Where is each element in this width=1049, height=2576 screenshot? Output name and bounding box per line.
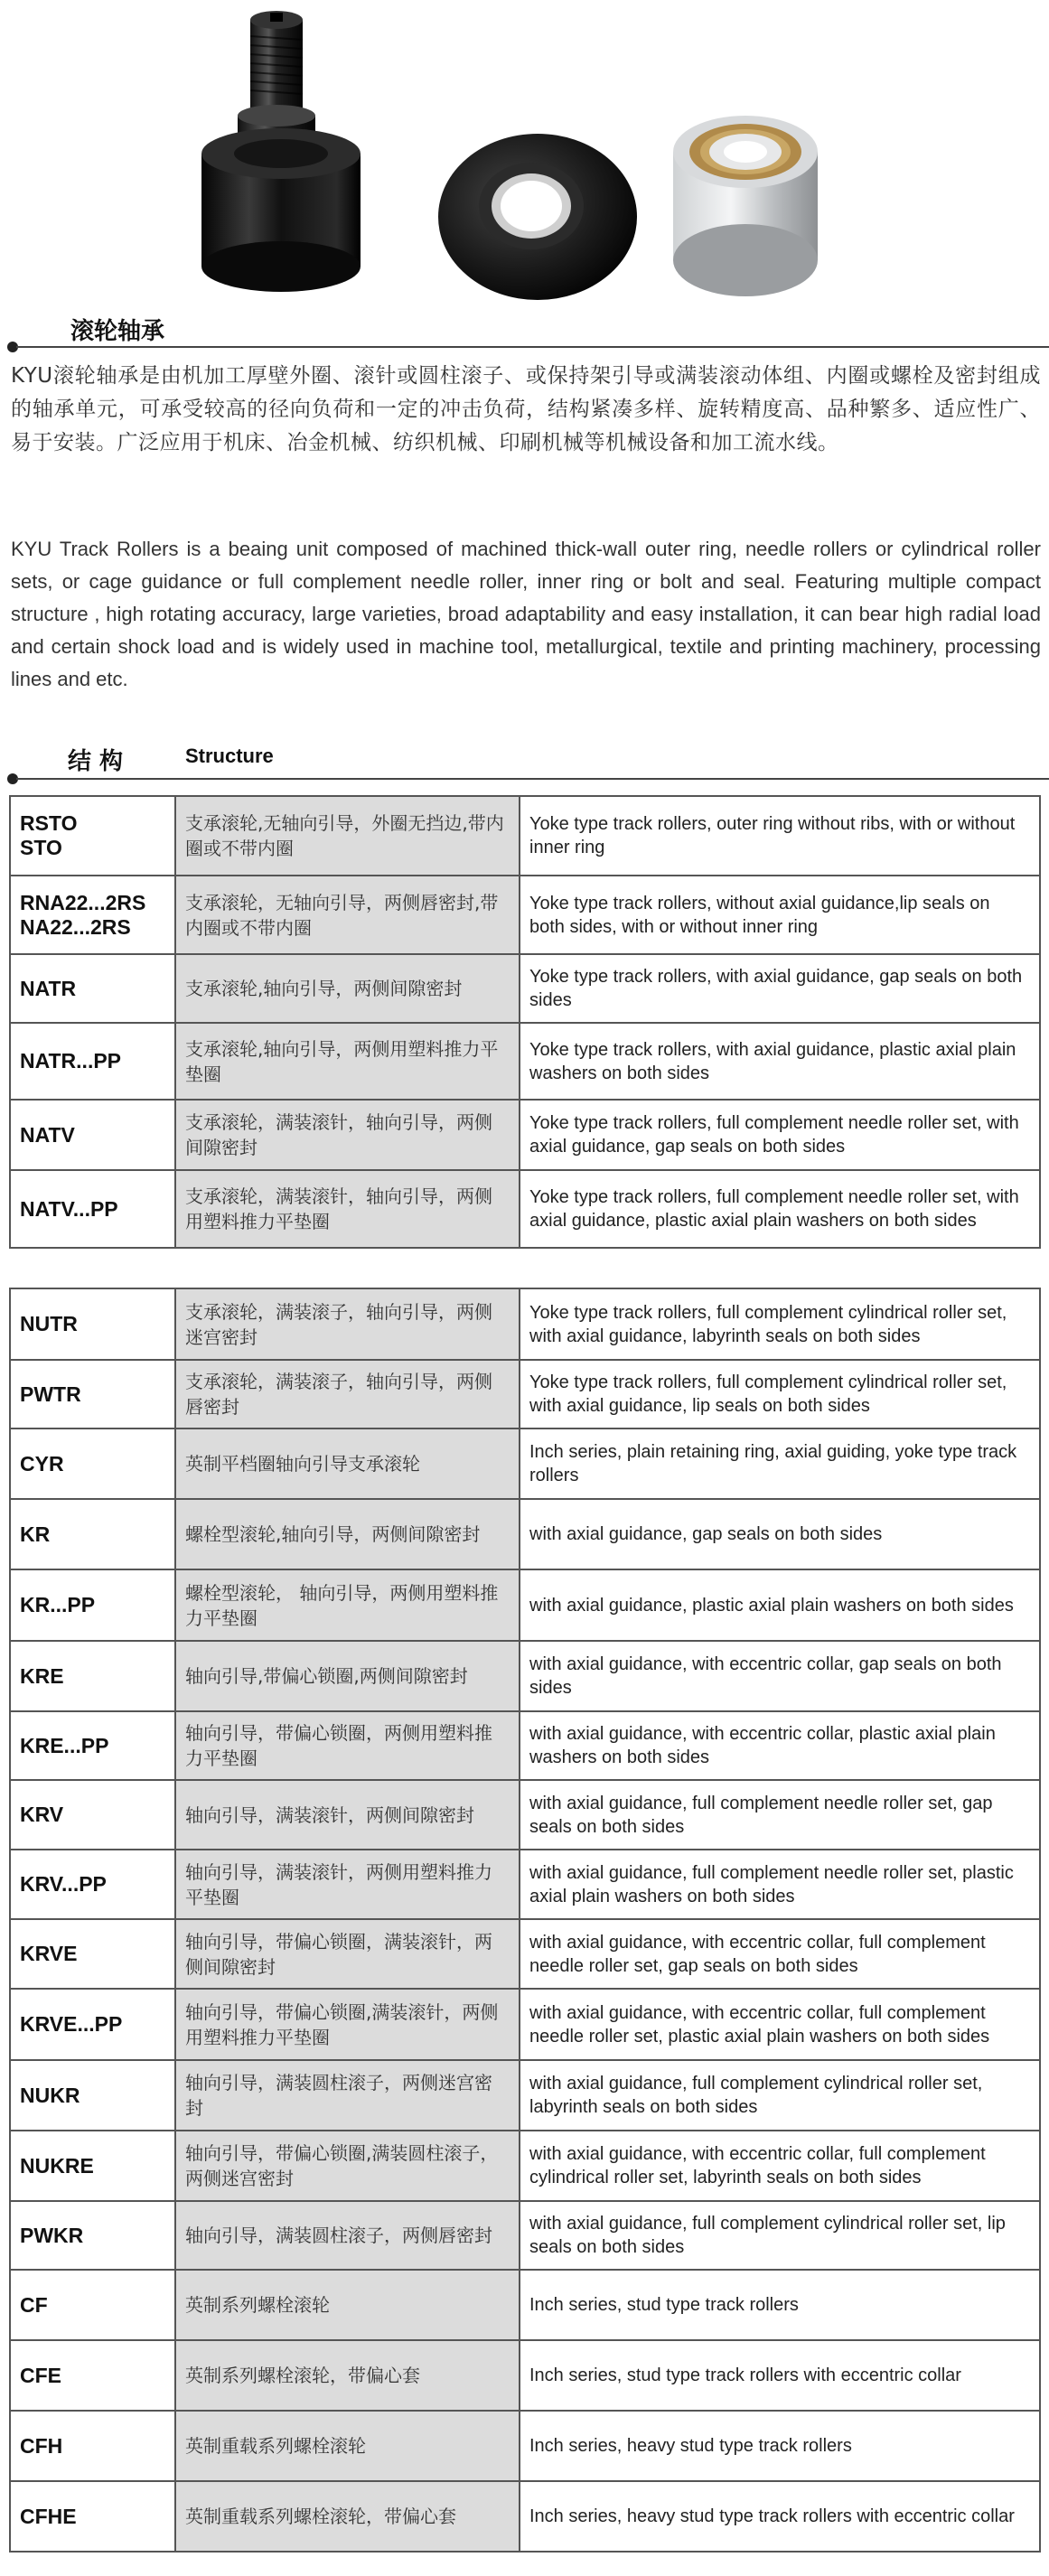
description-en: Inch series, heavy stud type track rollers with eccentric collar: [520, 2481, 1040, 2552]
structure-title-zh: 结 构: [68, 748, 124, 775]
model-code: CYR: [10, 1429, 175, 1499]
table-row: [10, 1429, 1040, 1499]
table-row: [10, 1780, 1040, 1850]
structure-table-1: [9, 795, 1041, 1249]
intro-zh-text: KYU滚轮轴承是由机加工厚壁外圈、滚针或圆柱滚子、或保持架引导或满装滚动体组、内圈或螺栓及密封组成的轴承单元，可承受较高的径向负荷和一定的冲击负荷，结构紧凑多样、旋转精度高、品种繁多、适应性广、易于安装。广泛应用于机床、冶金机械、纺织机械、印刷机械等机械设备和加工流水线。: [11, 364, 1041, 454]
description-zh: 支承滚轮,轴向引导，两侧间隙密封: [175, 954, 520, 1023]
model-code: KR: [10, 1499, 175, 1569]
table-row: [10, 876, 1040, 954]
description-zh: 轴向引导，带偏心锁圈，两侧用塑料推力平垫圈: [175, 1711, 520, 1780]
model-code: CFH: [10, 2411, 175, 2481]
model-code: KRVE...PP: [10, 1989, 175, 2060]
table-row: [10, 954, 1040, 1023]
yoke-track-roller-image: [434, 126, 642, 303]
table-row: [10, 1919, 1040, 1989]
table-row: [10, 1569, 1040, 1641]
description-zh: 轴向引导,带偏心锁圈,两侧间隙密封: [175, 1641, 520, 1711]
intro-title: 滚轮轴承: [70, 318, 165, 345]
model-code: NATR: [10, 954, 175, 1023]
model-code: KRE...PP: [10, 1711, 175, 1780]
description-en: Yoke type track rollers, full complement cylindrical roller set, with axial guidance, lip seals on both sides: [520, 1360, 1040, 1429]
description-en: with axial guidance, with eccentric collar, gap seals on both sides: [520, 1641, 1040, 1711]
intro-heading: [0, 311, 1049, 356]
description-zh: 轴向引导，带偏心锁圈,满装滚针，两侧用塑料推力平垫圈: [175, 1989, 520, 2060]
description-en: with axial guidance, gap seals on both sides: [520, 1499, 1040, 1569]
description-en: with axial guidance, with eccentric collar, full complement needle roller set, gap seals on both sides: [520, 1919, 1040, 1989]
model-code: CFE: [10, 2340, 175, 2411]
description-zh: 英制重载系列螺栓滚轮: [175, 2411, 520, 2481]
description-zh: 轴向引导，带偏心锁圈,满装圆柱滚子，两侧迷宫密封: [175, 2131, 520, 2201]
description-en: with axial guidance, full complement needle roller set, plastic axial plain washers on both sides: [520, 1850, 1040, 1919]
description-en: Yoke type track rollers, full complement needle roller set, with axial guidance, plastic axial plain washers on both sides: [520, 1170, 1040, 1248]
description-en: Inch series, stud type track rollers: [520, 2270, 1040, 2340]
table-row: [10, 1023, 1040, 1100]
table-row: [10, 2201, 1040, 2270]
model-code: NUTR: [10, 1288, 175, 1360]
description-zh: 英制系列螺栓滚轮，带偏心套: [175, 2340, 520, 2411]
description-zh: 轴向引导，带偏心锁圈，满装滚针，两侧间隙密封: [175, 1919, 520, 1989]
model-code: KRV: [10, 1780, 175, 1850]
product-photos: [0, 0, 1049, 307]
intro-en-text: KYU Track Rollers is a beaing unit composed of machined thick-wall outer ring, needle rollers or cylindrical roller sets, or cage guidance or full complement needle roller, inner ring or bolt and seal. Featuring multiple compact structure , high rotating accuracy, large varieties, broad adaptability and easy installation, it can bear high radial load and certain shock load and is widely used in machine tool, metallurgical, textile and printing machinery, processing lines and etc.: [11, 538, 1041, 690]
model-code: PWKR: [10, 2201, 175, 2270]
description-en: Inch series, heavy stud type track rollers: [520, 2411, 1040, 2481]
description-zh: 支承滚轮,轴向引导，两侧用塑料推力平垫圈: [175, 1023, 520, 1100]
description-zh: 轴向引导，满装滚针，两侧用塑料推力平垫圈: [175, 1850, 520, 1919]
model-code: CFHE: [10, 2481, 175, 2552]
model-code: PWTR: [10, 1360, 175, 1429]
description-en: Yoke type track rollers, with axial guidance, plastic axial plain washers on both sides: [520, 1023, 1040, 1100]
description-en: Yoke type track rollers, without axial guidance,lip seals on both sides, with or without inner ring: [520, 876, 1040, 954]
model-code: NATV...PP: [10, 1170, 175, 1248]
model-code: NATV: [10, 1100, 175, 1170]
description-en: with axial guidance, with eccentric collar, full complement needle roller set, plastic axial plain washers on both sides: [520, 1989, 1040, 2060]
section-divider: [16, 346, 1049, 348]
bearing-roller-image: [646, 98, 845, 301]
description-en: with axial guidance, with eccentric collar, full complement cylindrical roller set, labyrinth seals on both sides: [520, 2131, 1040, 2201]
description-zh: 英制平档圈轴向引导支承滚轮: [175, 1429, 520, 1499]
description-zh: 螺栓型滚轮,轴向引导，两侧间隙密封: [175, 1499, 520, 1569]
description-zh: 支承滚轮，满装滚子，轴向引导，两侧迷宫密封: [175, 1288, 520, 1360]
description-en: Yoke type track rollers, full complement needle roller set, with axial guidance, gap seals on both sides: [520, 1100, 1040, 1170]
model-code: NUKRE: [10, 2131, 175, 2201]
description-en: Yoke type track rollers, with axial guidance, gap seals on both sides: [520, 954, 1040, 1023]
structure-title-en: Structure: [185, 745, 274, 767]
stud-track-roller-image: [194, 0, 384, 303]
table-row: [10, 2481, 1040, 2552]
description-en: with axial guidance, with eccentric collar, plastic axial plain washers on both sides: [520, 1711, 1040, 1780]
model-code: RSTO STO: [10, 796, 175, 876]
description-en: Yoke type track rollers, outer ring without ribs, with or without inner ring: [520, 796, 1040, 876]
description-zh: 支承滚轮,无轴向引导，外圈无挡边,带内圈或不带内圈: [175, 796, 520, 876]
model-code: NATR...PP: [10, 1023, 175, 1100]
description-en: with axial guidance, full complement needle roller set, gap seals on both sides: [520, 1780, 1040, 1850]
table-row: [10, 1711, 1040, 1780]
description-en: Inch series, stud type track rollers with eccentric collar: [520, 2340, 1040, 2411]
description-zh: 螺栓型滚轮， 轴向引导，两侧用塑料推力平垫圈: [175, 1569, 520, 1641]
structure-table-2: [9, 1288, 1041, 2553]
model-code: CF: [10, 2270, 175, 2340]
table-row: [10, 1499, 1040, 1569]
description-en: with axial guidance, full complement cylindrical roller set, labyrinth seals on both sides: [520, 2060, 1040, 2131]
table-row: [10, 2131, 1040, 2201]
model-code: NUKR: [10, 2060, 175, 2131]
description-zh: 轴向引导，满装滚针，两侧间隙密封: [175, 1780, 520, 1850]
table-row: [10, 2340, 1040, 2411]
description-zh: 支承滚轮，满装滚针，轴向引导，两侧用塑料推力平垫圈: [175, 1170, 520, 1248]
table-row: [10, 1989, 1040, 2060]
description-zh: 英制重载系列螺栓滚轮，带偏心套: [175, 2481, 520, 2552]
table-row: [10, 2060, 1040, 2131]
structure-heading: [0, 743, 1049, 788]
table-row: [10, 2411, 1040, 2481]
model-code: KR...PP: [10, 1569, 175, 1641]
model-code: KRV...PP: [10, 1850, 175, 1919]
table-row: [10, 1360, 1040, 1429]
model-code: KRVE: [10, 1919, 175, 1989]
description-en: Yoke type track rollers, full complement cylindrical roller set, with axial guidance, labyrinth seals on both sides: [520, 1288, 1040, 1360]
description-en: with axial guidance, plastic axial plain washers on both sides: [520, 1569, 1040, 1641]
section-divider: [16, 778, 1049, 780]
model-code: KRE: [10, 1641, 175, 1711]
table-row: [10, 2270, 1040, 2340]
description-zh: 轴向引导，满装圆柱滚子，两侧迷宫密封: [175, 2060, 520, 2131]
description-zh: 支承滚轮，满装滚针，轴向引导，两侧间隙密封: [175, 1100, 520, 1170]
table-row: [10, 1288, 1040, 1360]
description-en: with axial guidance, full complement cylindrical roller set, lip seals on both sides: [520, 2201, 1040, 2270]
description-zh: 支承滚轮，无轴向引导，两侧唇密封,带内圈或不带内圈: [175, 876, 520, 954]
description-zh: 英制系列螺栓滚轮: [175, 2270, 520, 2340]
table-row: [10, 1100, 1040, 1170]
model-code: RNA22...2RS NA22...2RS: [10, 876, 175, 954]
table-row: [10, 1850, 1040, 1919]
table-row: [10, 1641, 1040, 1711]
description-zh: 轴向引导，满装圆柱滚子，两侧唇密封: [175, 2201, 520, 2270]
description-en: Inch series, plain retaining ring, axial guiding, yoke type track rollers: [520, 1429, 1040, 1499]
description-zh: 支承滚轮，满装滚子，轴向引导，两侧唇密封: [175, 1360, 520, 1429]
table-row: [10, 1170, 1040, 1248]
table-row: [10, 796, 1040, 876]
